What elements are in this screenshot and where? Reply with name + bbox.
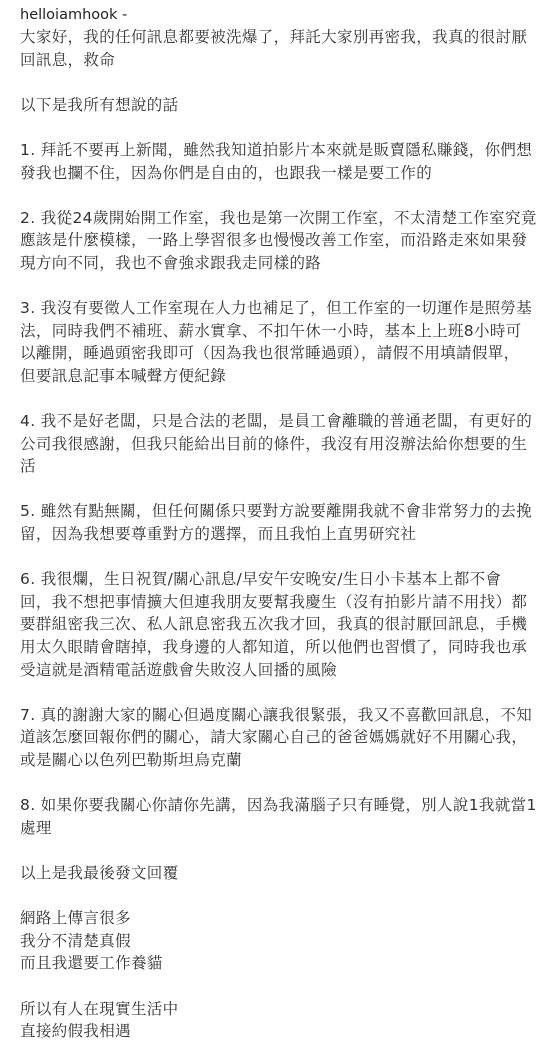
post-text-line: 處理 [20, 818, 52, 837]
post-text-line: 2. 我從24歲開始開工作室，我也是第一次開工作室，不太清楚工作室究竟 [20, 208, 537, 227]
post-text-line: 6. 我很爛，生日祝賀/關心訊息/早安午安晚安/生日小卡基本上都不會 [20, 570, 502, 589]
paragraph-gap [20, 478, 540, 501]
post-text-line: 5. 雖然有點無關，但任何關係只要對方說要離開我就不會非常努力的去挽 [20, 502, 533, 521]
post-text-line: 1. 拜託不要再上新聞，雖然我知道拍影片本來就是販賣隱私賺錢，你們想 [20, 140, 533, 159]
post-text-line: 8. 如果你要我關心你請你先講，因為我滿腦子只有睡覺，別人說1我就當1 [20, 796, 537, 815]
post-text-line: 受這就是酒精電話遊戲會失敗沒人回播的風險 [20, 660, 338, 679]
post-text-line: 留，因為我想要尊重對方的選擇，而且我怕上直男研究社 [20, 525, 417, 544]
paragraph-gap [20, 975, 540, 998]
post-text-line: 公司我很感謝，但我只能給出目前的條件，我沒有用沒辦法給你想要的生 [20, 434, 528, 453]
post-text-line: 回訊息，救命 [20, 50, 116, 69]
post-text-line: 以上是我最後發文回覆 [20, 863, 179, 882]
post-text-line: 3. 我沒有要徵人工作室現在人力也補足了，但工作室的一切運作是照勞基 [20, 299, 533, 318]
post-container [20, 0, 540, 1043]
post-body [20, 26, 540, 1043]
post-text-line: 以離開，睡過頭密我即可（因為我也很常睡過頭），請假不用填請假單， [20, 344, 520, 363]
paragraph-gap [20, 184, 540, 207]
paragraph-gap [20, 116, 540, 139]
post-text-line: 用太久眼睛會瞎掉，我身邊的人都知道，所以他們也習慣了，同時我也承 [20, 638, 528, 657]
post-username[interactable]: helloiamhook - [20, 7, 128, 23]
post-text-line: 我分不清楚真假 [20, 931, 131, 950]
post-text-line: 回，我不想把事情擴大但連我朋友要幫我慶生（沒有拍影片請不用找）都 [20, 592, 528, 611]
post-text-line: 法，同時我們不補班、薪水實拿、不扣午休一小時，基本上上班8小時可 [20, 321, 522, 340]
post-text-line: 所以有人在現實生活中 [20, 999, 179, 1018]
post-text-line: 活 [20, 457, 36, 476]
paragraph-gap [20, 772, 540, 795]
post-text-line: 或是關心以色列巴勒斯坦烏克蘭 [20, 751, 242, 769]
post-text-line: 要群組密我三次、私人訊息密我五次我才回，我真的很討厭回訊息，手機 [20, 615, 528, 634]
post-text-line: 現方向不同，我也不會強求跟我走同樣的路 [20, 253, 322, 272]
paragraph-gap [20, 275, 540, 298]
paragraph-gap [20, 71, 540, 94]
post-text-line: 應該是什麼模樣，一路上學習很多也慢慢改善工作室，而沿路走來如果發 [20, 231, 528, 250]
post-text-line: 大家好，我的任何訊息都要被洗爆了，拜託大家別再密我，我真的很討厭 [20, 28, 528, 46]
paragraph-gap [20, 839, 540, 862]
post-text-line: 而且我還要工作養貓 [20, 954, 163, 973]
paragraph-gap [20, 885, 540, 908]
post-text-line: 7. 真的謝謝大家的關心但過度關心讓我很緊張，我又不喜歡回訊息，不知 [20, 705, 533, 724]
post-text-line: 直接約假我相遇 [20, 1022, 131, 1041]
post-text-line: 網路上傳言很多 [20, 909, 131, 928]
post-text-line: 4. 我不是好老闆，只是合法的老闆，是員工會離職的普通老闆，有更好的 [20, 412, 533, 431]
paragraph-gap [20, 681, 540, 704]
post-text-line: 但要訊息記事本喊聲方便紀錄 [20, 366, 227, 385]
post-text-line: 發我也攔不住，因為你們是自由的，也跟我一樣是要工作的 [20, 163, 433, 182]
paragraph-gap [20, 388, 540, 411]
post-text-line: 以下是我所有想說的話 [20, 95, 179, 114]
paragraph-gap [20, 546, 540, 569]
post-text-line: 道該怎麼回報你們的關心，請大家關心自己的爸爸媽媽就好不用關心我， [20, 728, 528, 747]
